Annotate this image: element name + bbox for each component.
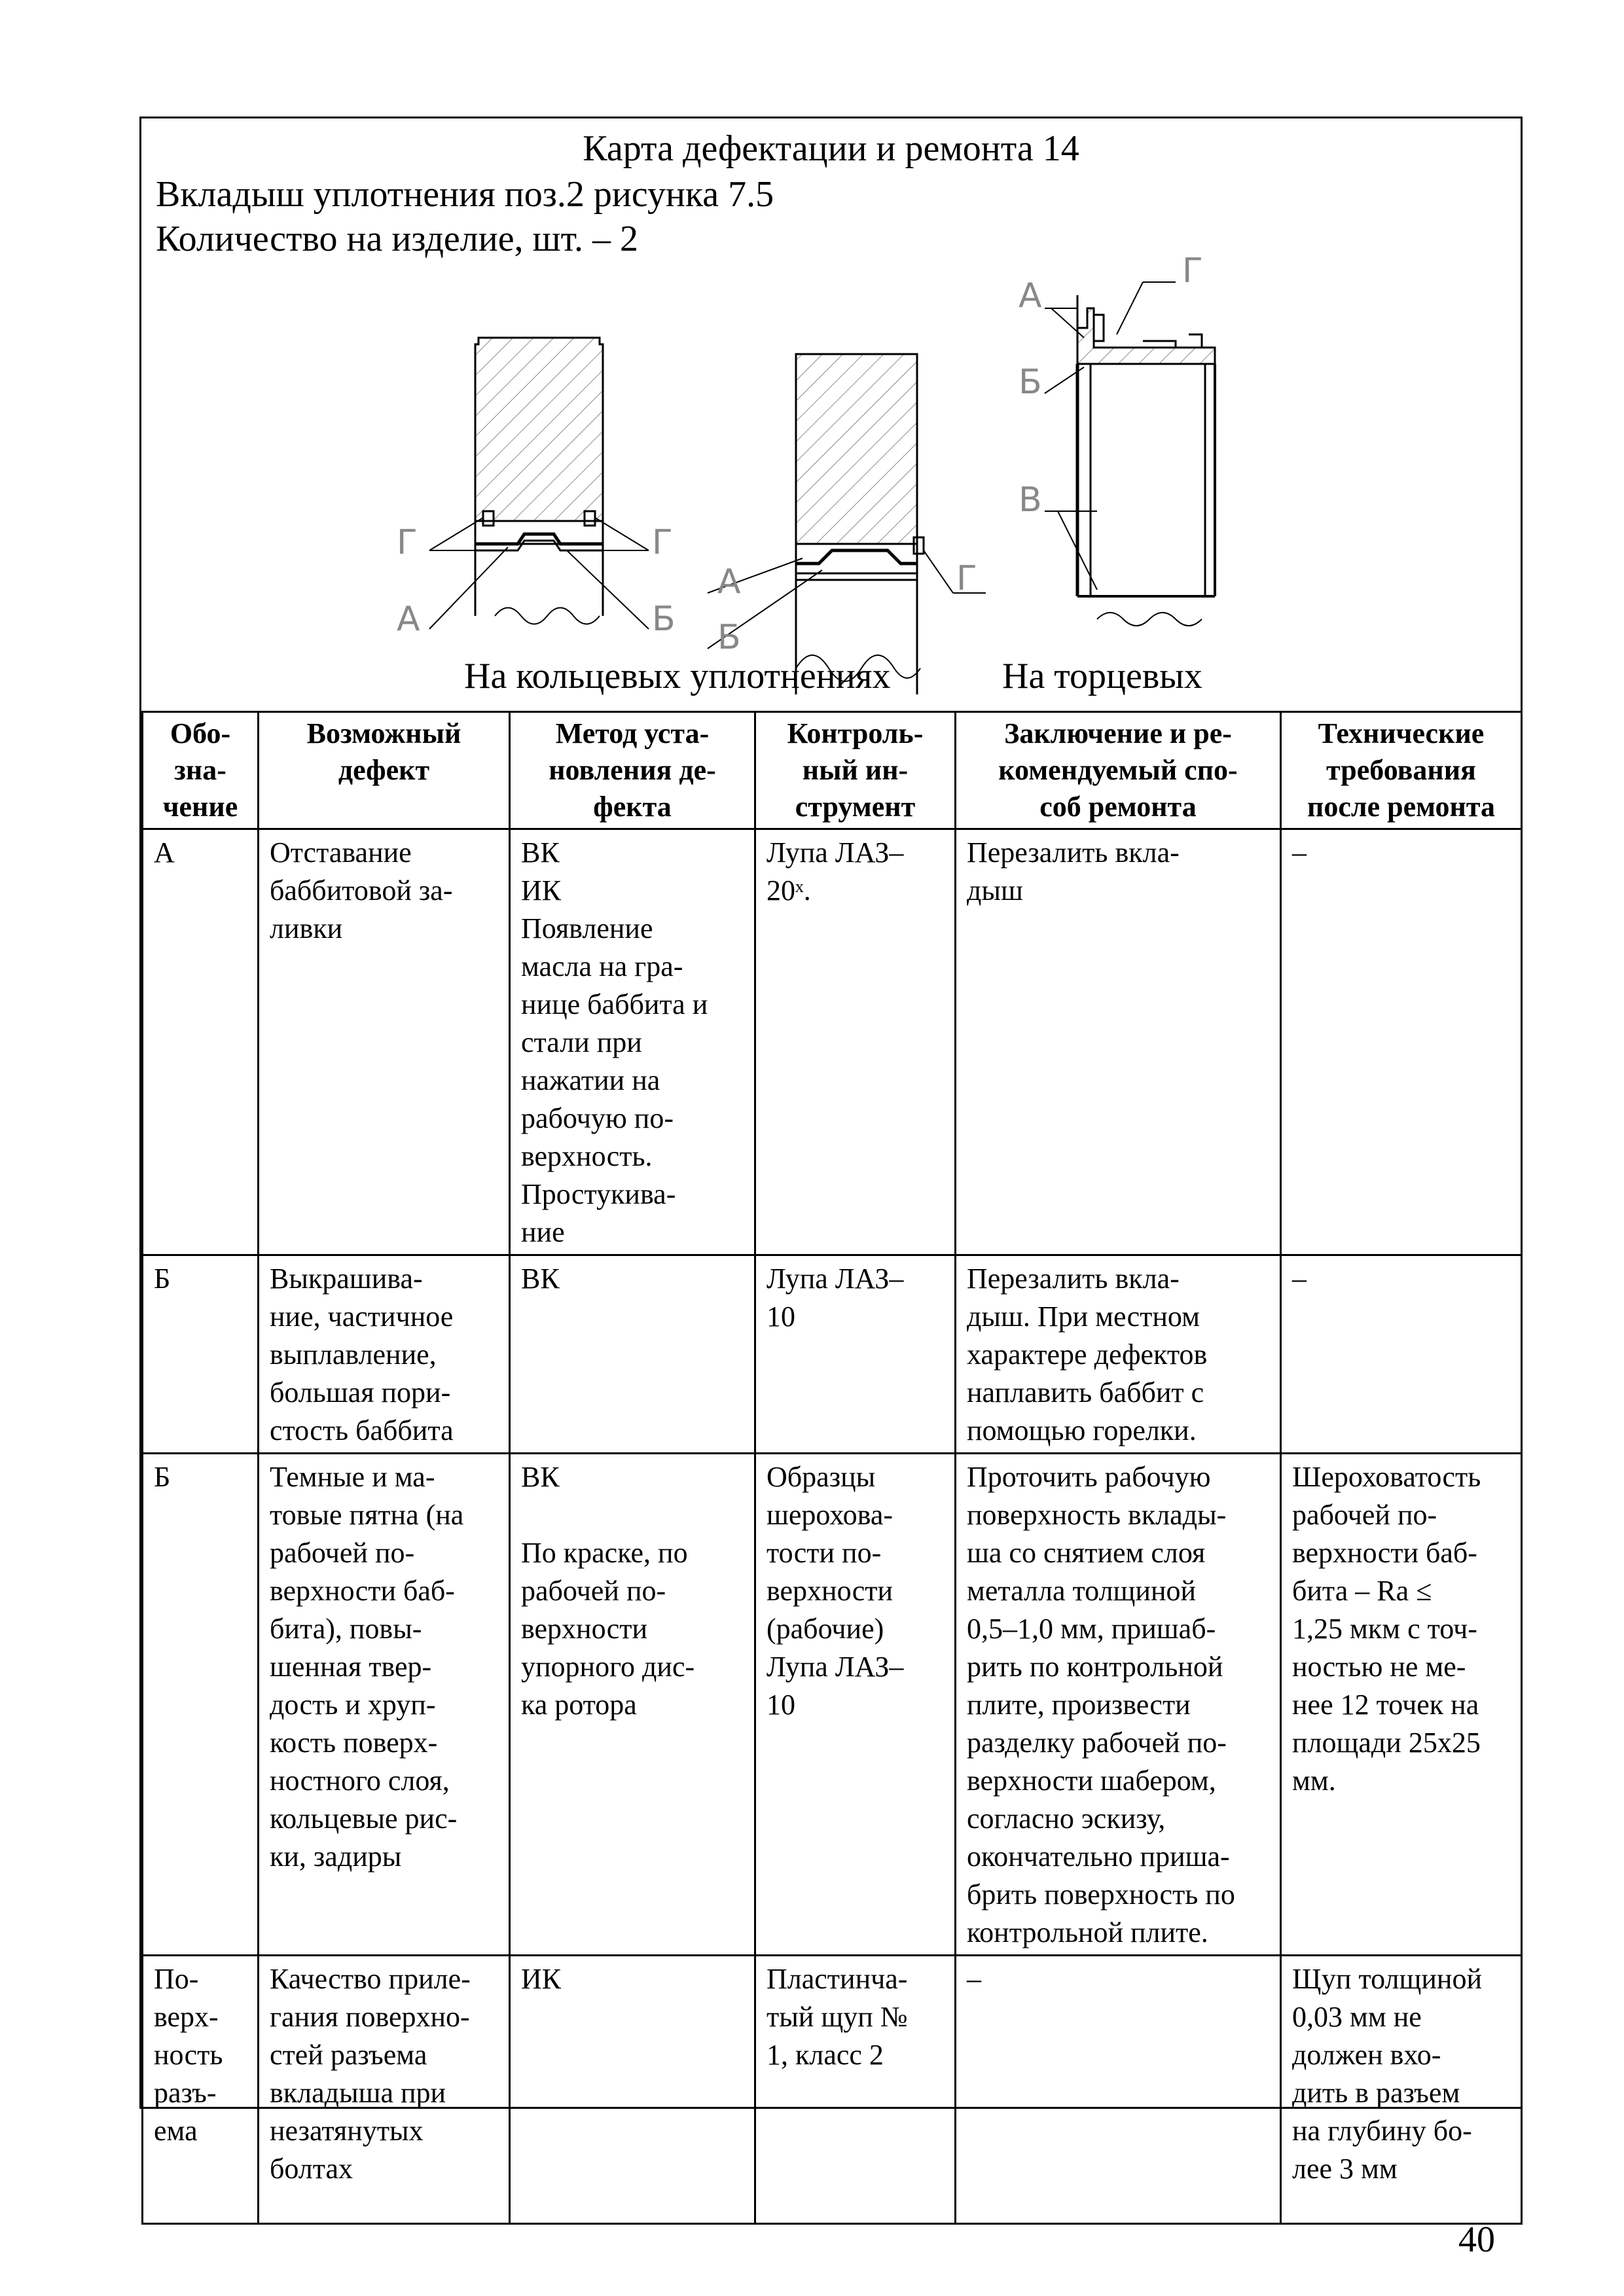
cell-method: ИК [510,1956,755,2224]
table-row [143,1956,1522,2224]
cell-defect: Выкрашива- ние, частичное выплавление, большая пори- стость баббита [259,1255,510,1454]
cell-repair: Перезалить вкла- дыш [956,829,1281,1255]
technical-drawing [141,118,1521,711]
table-header-row [143,712,1522,829]
page-number: 40 [1458,2219,1495,2260]
figure-ring-seal-2 [708,354,986,694]
cell-designation: Б [143,1454,259,1956]
label-a-mid: А [717,562,741,601]
header-requirements: Технические требования после ремонта [1281,712,1522,829]
header-method: Метод уста- новления де- фекта [510,712,755,829]
cell-defect: Отставание баббитовой за- ливки [259,829,510,1255]
header-repair: Заключение и ре- комендуемый спо- соб ремонта [956,712,1281,829]
header-designation: Обо- зна- чение [143,712,259,829]
header-tool: Контроль- ный ин- струмент [755,712,956,829]
quantity-line: Количество на изделие, шт. – 2 [156,219,638,259]
figure-face-seal [1045,282,1215,626]
label-a-left: А [397,600,420,639]
cell-designation: Б [143,1255,259,1454]
defect-table [141,711,1523,2225]
cell-defect: Темные и ма- товые пятна (на рабочей по- верхности баб- бита), повы- шенная твер- дость и хруп- кость поверх- ностного слоя, кольцевые рис- ки, задиры [259,1454,510,1956]
cell-method: ВК ИК Появление масла на гра- нице баббита и стали при нажатии на рабочую по- верхность. Простукива- ние [510,829,755,1255]
cell-repair: – [956,1956,1281,2224]
table-row [143,829,1522,1255]
label-b-mid: Б [717,618,741,657]
cell-tool: Лупа ЛАЗ– 10 [755,1255,956,1454]
label-a-face: А [1019,276,1042,315]
label-v-face: В [1019,480,1042,520]
cell-requirements: – [1281,1255,1522,1454]
defect-card-frame [139,117,1523,2185]
label-b-right: Б [652,600,676,639]
card-title: Карта дефектации и ремонта 14 [583,128,1079,169]
cell-method: ВК По краске, по рабочей по- верхности упорного дис- ка ротора [510,1454,755,1956]
cell-defect: Качество приле- гания поверхно- стей разъема вкладыша при незатянутых болтах [259,1956,510,2224]
part-line: Вкладыш уплотнения поз.2 рисунка 7.5 [156,174,774,215]
cell-repair: Проточить рабочую поверхность вклады- ша со снятием слоя металла толщиной 0,5–1,0 мм, пришаб- рить по контрольной плите, произвести разделку рабочей по- верхности шабером, согласно эскизу, окончательно приша- брить поверхность по контрольной плите. [956,1454,1281,1956]
header-defect: Возможный дефект [259,712,510,829]
label-g-right: Г [652,523,673,562]
figure-ring-seal-1 [429,338,649,629]
caption-face-seals: На торцевых [1002,656,1202,696]
cell-tool: Образцы шерохова- тости по- верхности (рабочие) Лупа ЛАЗ– 10 [755,1454,956,1956]
cell-requirements: Шероховатость рабочей по- верхности баб- бита – Ra ≤ 1,25 мкм с точ- ностью не ме- нее 12 точек на площади 25х25 мм. [1281,1454,1522,1956]
label-g-left: Г [397,523,418,562]
cell-tool: Пластинча- тый щуп № 1, класс 2 [755,1956,956,2224]
table-row [143,1454,1522,1956]
cell-requirements: Щуп толщиной 0,03 мм не должен вхо- дить в разъем на глубину бо- лее 3 мм [1281,1956,1522,2224]
label-b-face: Б [1019,363,1042,402]
table-row [143,1255,1522,1454]
cell-requirements: – [1281,829,1522,1255]
cell-designation: А [143,829,259,1255]
cell-tool: Лупа ЛАЗ– 20ˣ. [755,829,956,1255]
label-g-mid: Г [956,559,977,598]
caption-ring-seals: На кольцевых уплотнениях [464,656,891,696]
cell-method: ВК [510,1255,755,1454]
cell-repair: Перезалить вкла- дыш. При местном характере дефектов наплавить баббит с помощью горелки. [956,1255,1281,1454]
cell-designation: По- верх- ность разъ- ема [143,1956,259,2224]
card-header [141,118,1521,711]
label-g-face: Г [1182,251,1203,291]
